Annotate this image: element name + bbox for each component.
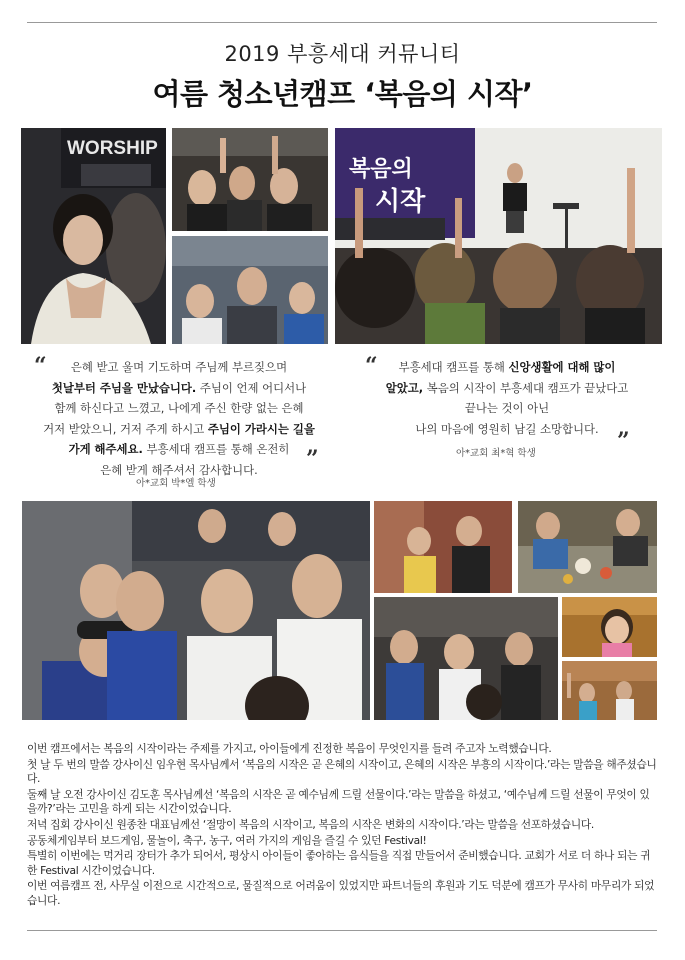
bottom-divider [27, 930, 657, 931]
quote-left-line: 가게 해주세요. 부흥세대 캠프를 통해 온전히 [68, 442, 290, 456]
top-divider [27, 22, 657, 23]
article-paragraph: 이번 캠프에서는 복음의 시작이라는 주제를 가지고, 아이들에게 진정한 복음이 무엇인지를 들려 주고자 노력했습니다. [27, 742, 552, 755]
photo-gym-crowd [562, 661, 657, 720]
page-subtitle: 2019 부흥세대 커뮤니티 [224, 42, 461, 66]
photo-stage-worship [335, 128, 662, 344]
quote-right-line: 끝나는 것이 아닌 [464, 401, 550, 415]
article-paragraph: 저녁 집회 강사이신 원종찬 대표님께선 ‘절망이 복음의 시작이고, 복음의 시작은 변화의 시작이다.’라는 말씀을 선포하셨습니다. [27, 817, 594, 831]
quote-right-attribution: 아*교회 최*혁 학생 [456, 448, 536, 459]
article-paragraph: 이번 여름캠프 전, 사무실 이전으로 시간적으로, 물질적으로 어려움이 있었지만 파트너들의 후원과 기도 덕분에 캠프가 무사히 마무리가 되었습니다. [27, 879, 655, 907]
photo-little-girl [562, 597, 657, 657]
photo-girls-pose [374, 501, 512, 593]
quote-left-line: 첫날부터 주님을 만났습니다. 주님이 언제 어디서나 [51, 380, 307, 395]
stage-banner-line1: 복음의 [349, 156, 413, 181]
stage-banner-line2: 시작 [375, 186, 426, 216]
quote-left-line: 거저 받았으니, 거저 주게 하시고 주님이 가라시는 길을 [43, 421, 315, 436]
photo-girl-worship [21, 128, 166, 344]
quote-left-line: 함께 하신다고 느꼈고, 나에게 주신 한량 없는 은혜 [54, 401, 304, 415]
quote-right-open-mark: “ [365, 353, 378, 379]
quote-right-line: 부흥세대 캠프를 통해 신앙생활에 대해 많이 [398, 360, 616, 374]
quote-left-open-mark: “ [34, 353, 47, 379]
quote-left [34, 353, 324, 480]
article-paragraph: 둘째 날 오전 강사이신 김도훈 목사님께선 ‘복음의 시작은 곧 예수님께 드릴 선물이다.’라는 말씀을 하셨고, ‘예수님께 드릴 선물이 무엇이 있을까?’라는 고민을 하게 되는 시간이었습니다. [27, 787, 650, 816]
article-paragraph: 첫 날 두 번의 말씀 강사이신 임우현 목사님께서 ‘복음의 시작은 곧 은혜의 시작이고, 은혜의 시작은 부흥의 시작이다.’라는 말씀을 해주셨습니다. [27, 757, 657, 786]
article-paragraph: 공동체게임부터 보드게임, 물놀이, 축구, 농구, 여러 가지의 게임을 즐길 수 있던 Festival! [27, 833, 427, 847]
quote-left-line: 은혜 받게 해주셔서 감사합니다. [100, 462, 258, 477]
quote-left-line: 은혜 받고 울며 기도하며 주님께 부르짖으며 [70, 360, 288, 374]
quote-right-close-mark: ” [617, 428, 630, 454]
worship-sign-text: WORSHIP [67, 138, 158, 159]
quote-right-line: 알았고, 복음의 시작이 부흥세대 캠프가 끝났다고 [385, 380, 629, 395]
quote-left-attribution: 아*교회 박*엘 학생 [136, 478, 216, 489]
quote-left-close-mark: ” [306, 446, 319, 472]
quote-right [362, 353, 652, 439]
photo-teens-seated [172, 236, 328, 344]
photo-hands-raised [172, 128, 328, 231]
photo-audience [374, 597, 558, 720]
photo-boys-group [22, 501, 370, 720]
article-body [27, 742, 657, 910]
page-title: 여름 청소년캠프 ‘복음의 시작’ [152, 77, 533, 111]
quote-right-line: 나의 마음에 영원히 남길 소망합니다. [415, 421, 599, 436]
article-paragraph: 특별히 이번에는 먹거리 장터가 추가 되어서, 평상시 아이들이 좋아하는 음식들을 직접 만들어서 준비했습니다. 교회가 서로 더 하나 되는 귀한 Festival 시간이었습니다. [27, 849, 651, 877]
photo-food-table [518, 501, 657, 593]
